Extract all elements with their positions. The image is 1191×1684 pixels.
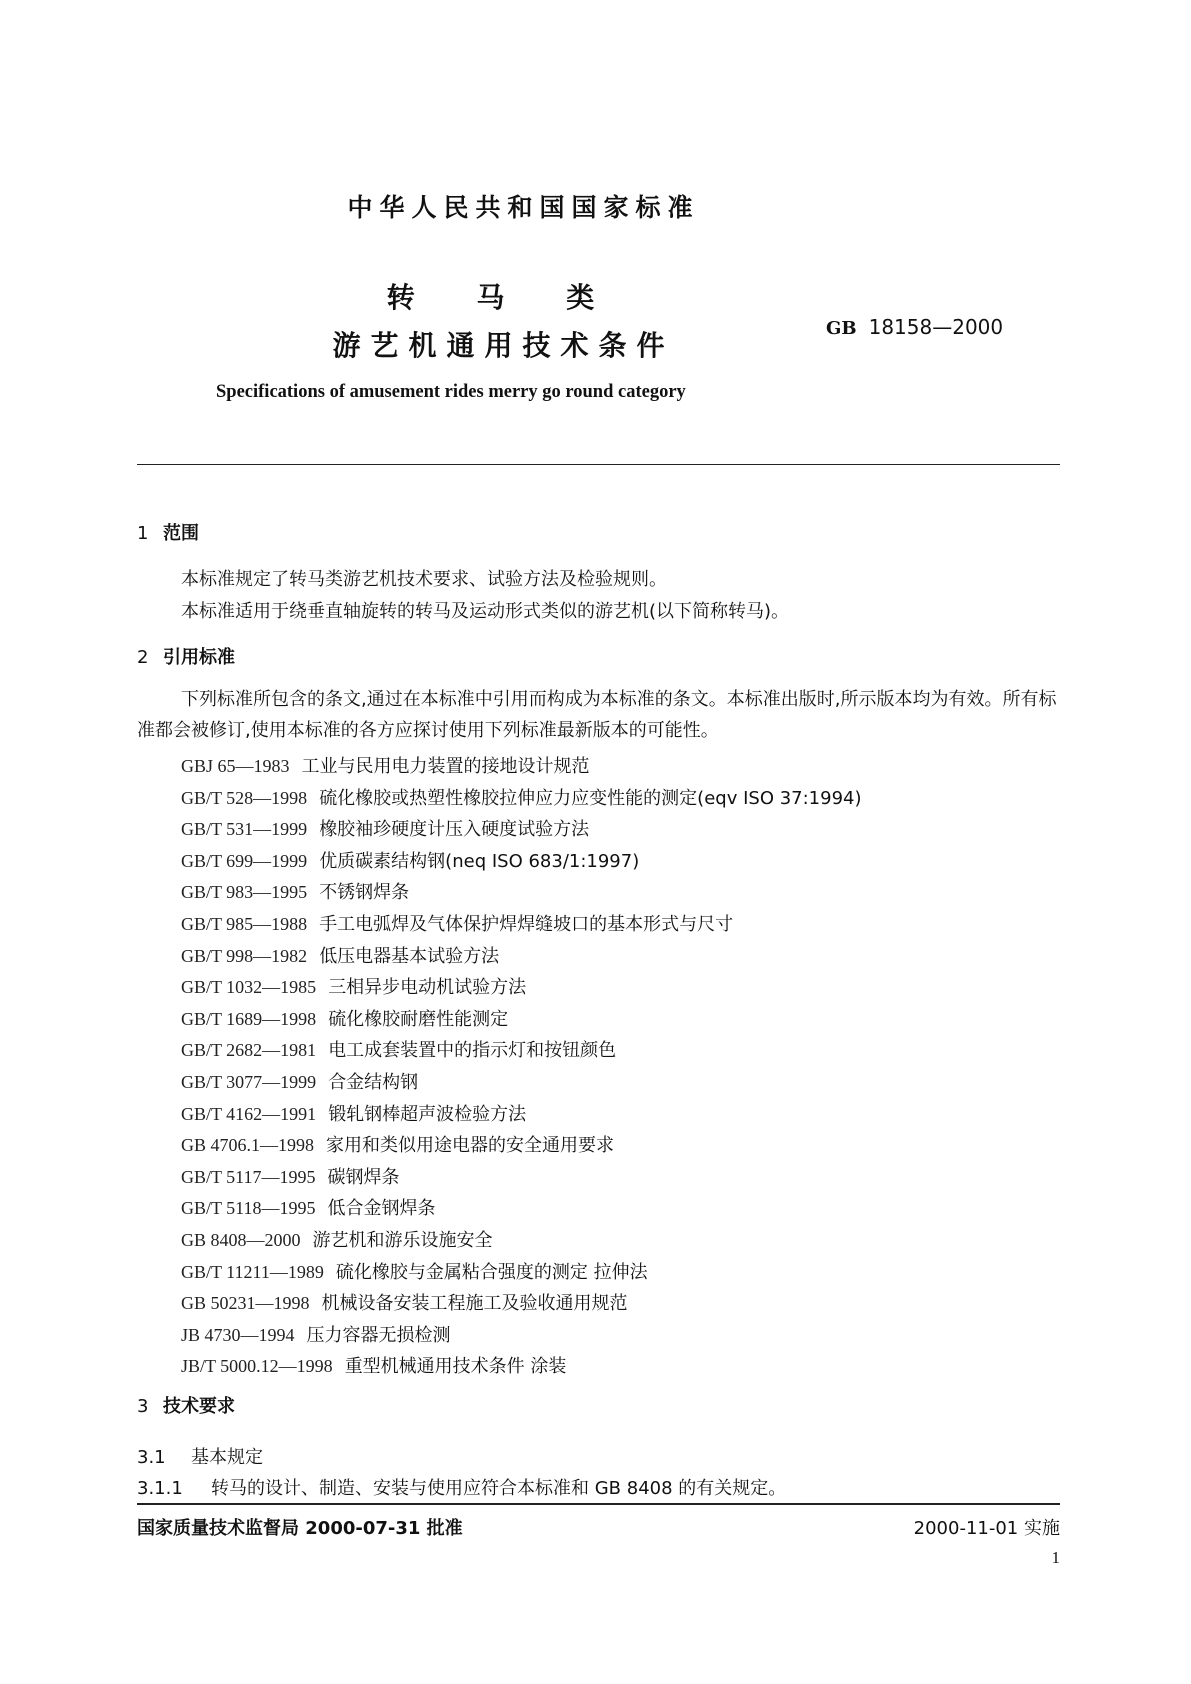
subsection-number: 3.1.1 xyxy=(137,1478,183,1499)
reference-code: GB/T 983—1995 xyxy=(181,882,308,903)
reference-item xyxy=(181,1005,508,1031)
national-standard-heading: 中华人民共和国国家标准 xyxy=(347,193,700,222)
reference-title: 游艺机和游乐设施安全 xyxy=(312,1230,493,1251)
reference-item xyxy=(181,1036,616,1062)
reference-title: 硫化橡胶耐磨性能测定 xyxy=(328,1008,509,1030)
reference-title: 工业与民用电力装置的接地设计规范 xyxy=(301,756,590,777)
reference-code: GB/T 2682—1981 xyxy=(181,1040,317,1061)
scope-paragraph-2: 本标准适用于绕垂直轴旋转的转马及运动形式类似的游艺机(以下简称转马)。 xyxy=(181,601,790,622)
reference-item xyxy=(181,878,409,904)
reference-item xyxy=(181,752,590,778)
reference-title: 不锈钢焊条 xyxy=(319,882,410,904)
section-title: 技术要求 xyxy=(163,1396,235,1417)
scope-paragraph-1: 本标准规定了转马类游艺机技术要求、试验方法及检验规则。 xyxy=(181,569,667,590)
reference-title: 手工电弧焊及气体保护焊焊缝坡口的基本形式与尺寸 xyxy=(319,914,734,935)
section-title: 引用标准 xyxy=(163,647,235,668)
reference-code: GB 50231—1998 xyxy=(181,1293,310,1314)
document-title-line2: 游艺机通用技术条件 xyxy=(332,329,675,362)
standard-code xyxy=(826,315,1003,339)
reference-item xyxy=(181,1163,400,1189)
reference-code: GB/T 531—1999 xyxy=(181,819,308,840)
implementation-date: 2000-11-01 实施 xyxy=(913,1518,1060,1539)
reference-code: GB/T 985—1988 xyxy=(181,914,308,934)
approval-note: 国家质量技术监督局 2000-07-31 批准 xyxy=(137,1518,463,1539)
reference-code: GB/T 3077—1999 xyxy=(181,1072,317,1092)
english-title: Specifications of amusement rides merry go round category xyxy=(216,382,686,402)
reference-item xyxy=(181,973,526,999)
reference-item xyxy=(181,815,589,841)
reference-code: GB/T 1032—1985 xyxy=(181,977,317,998)
reference-item xyxy=(181,1100,526,1126)
reference-title: 压力容器无损检测 xyxy=(306,1324,451,1346)
reference-code: GB/T 5118—1995 xyxy=(181,1198,316,1219)
reference-title: 低合金钢焊条 xyxy=(327,1198,436,1220)
standard-code-number: 18158—2000 xyxy=(868,315,1004,339)
reference-title: 锻轧钢棒超声波检验方法 xyxy=(328,1103,527,1125)
reference-item xyxy=(181,1258,648,1284)
reference-code: GB/T 998—1982 xyxy=(181,945,308,966)
subsection-3-1 xyxy=(137,1443,263,1469)
reference-code: GB/T 528—1998 xyxy=(181,787,308,808)
reference-title: 三相异步电动机试验方法 xyxy=(328,977,527,999)
reference-item xyxy=(181,784,862,810)
reference-item xyxy=(181,1289,628,1315)
subsection-number: 3.1 xyxy=(137,1447,166,1468)
reference-code: GB/T 4162—1991 xyxy=(181,1103,317,1124)
reference-code: GB/T 5117—1995 xyxy=(181,1166,316,1187)
reference-item xyxy=(181,1226,493,1252)
reference-title: 硫化橡胶或热塑性橡胶拉伸应力应变性能的测定(eqv ISO 37:1994) xyxy=(319,787,862,809)
reference-code: GB/T 11211—1989 xyxy=(181,1261,324,1282)
standard-code-prefix: GB xyxy=(826,318,857,339)
reference-item xyxy=(181,1321,451,1347)
reference-item xyxy=(181,942,499,968)
reference-title: 碳钢焊条 xyxy=(327,1166,400,1188)
reference-item xyxy=(181,1194,436,1220)
subsection-3-1-1 xyxy=(137,1474,786,1500)
reference-item xyxy=(181,910,733,936)
reference-code: JB 4730—1994 xyxy=(181,1324,295,1345)
reference-item xyxy=(181,1352,566,1378)
document-title-line1: 转 马 类 xyxy=(386,281,621,314)
reference-code: GBJ 65—1983 xyxy=(181,756,290,776)
reference-title: 优质碳素结构钢(neq ISO 683/1:1997) xyxy=(319,850,640,872)
footer-divider xyxy=(137,1503,1060,1505)
section-title: 范围 xyxy=(163,523,199,544)
reference-item xyxy=(181,1068,418,1094)
subsection-text: 转马的设计、制造、安装与使用应符合本标准和 GB 8408 的有关规定。 xyxy=(211,1478,787,1499)
reference-title: 家用和类似用途电器的安全通用要求 xyxy=(326,1135,615,1157)
references-intro: 下列标准所包含的条文,通过在本标准中引用而构成为本标准的条文。本标准出版时,所示版本均为有效。所有标准都会被修订,使用本标准的各方应探讨使用下列标准最新版本的可能性。 xyxy=(137,689,1057,741)
reference-title: 机械设备安装工程施工及验收通用规范 xyxy=(321,1293,628,1315)
reference-title: 电工成套装置中的指示灯和按钮颜色 xyxy=(328,1040,617,1062)
reference-code: JB/T 5000.12—1998 xyxy=(181,1356,333,1377)
reference-title: 橡胶袖珍硬度计压入硬度试验方法 xyxy=(319,819,590,841)
reference-item xyxy=(181,847,639,873)
section-tech-heading xyxy=(137,1392,235,1418)
page-number: 1 xyxy=(1051,1548,1060,1567)
section-number: 2 xyxy=(137,647,149,668)
reference-code: GB/T 699—1999 xyxy=(181,850,308,871)
reference-title: 合金结构钢 xyxy=(328,1072,419,1093)
reference-code: GB 8408—2000 xyxy=(181,1230,301,1250)
subsection-title: 基本规定 xyxy=(191,1447,263,1468)
reference-title: 硫化橡胶与金属粘合强度的测定 拉伸法 xyxy=(335,1261,648,1283)
reference-code: GB 4706.1—1998 xyxy=(181,1135,315,1156)
section-scope-heading xyxy=(137,519,199,545)
section-number: 3 xyxy=(137,1396,149,1417)
reference-title: 低压电器基本试验方法 xyxy=(319,945,500,967)
header-divider xyxy=(137,464,1060,465)
section-number: 1 xyxy=(137,523,149,544)
reference-code: GB/T 1689—1998 xyxy=(181,1008,317,1029)
reference-title: 重型机械通用技术条件 涂装 xyxy=(344,1356,567,1378)
section-references-heading xyxy=(137,643,235,669)
reference-item xyxy=(181,1131,614,1157)
